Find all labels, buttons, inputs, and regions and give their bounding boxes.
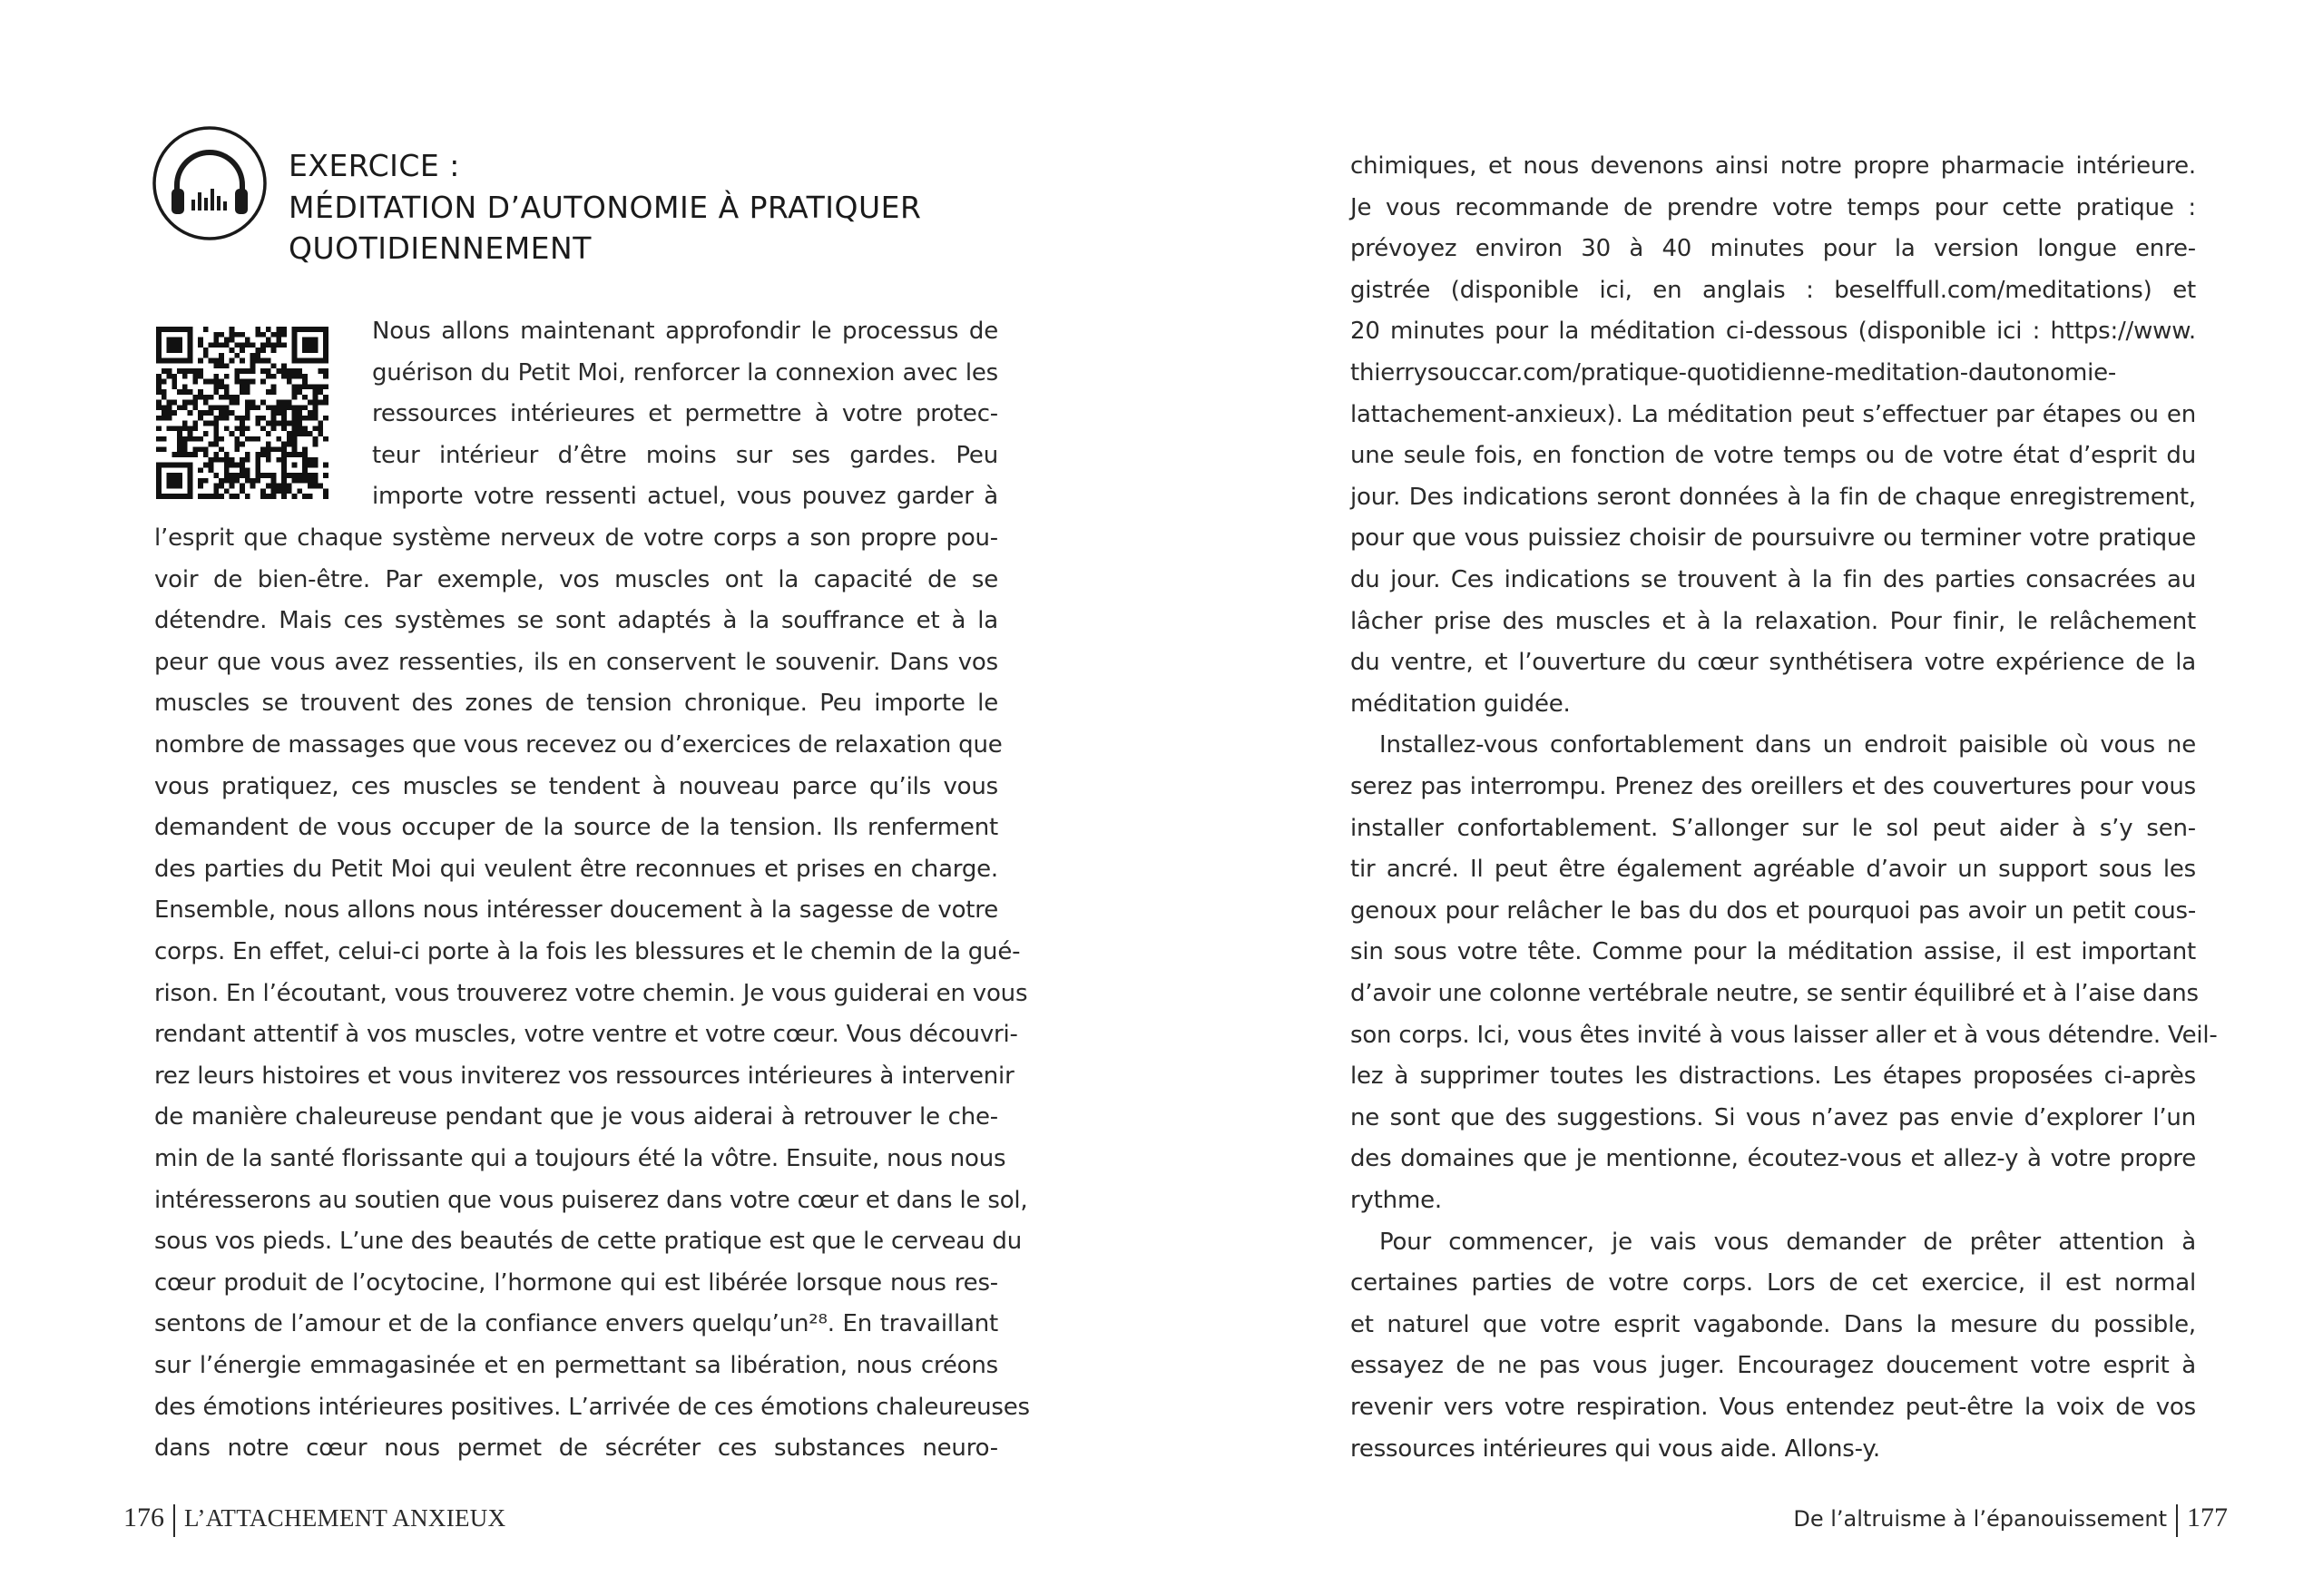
footer-separator bbox=[2176, 1504, 2178, 1537]
text-line: intéresserons au soutien que vous puiserez dans votre cœur et dans le sol, bbox=[154, 1186, 1028, 1214]
text-line: vous pratiquez, ces muscles se tendent à nouveau parce qu’ils vous bbox=[154, 772, 998, 800]
text-line: revenir vers votre respiration. Vous entendez peut-être la voix de vos bbox=[1350, 1394, 2196, 1421]
text-line: détendre. Mais ces systèmes se sont adaptés à la souffrance et à la bbox=[154, 607, 998, 635]
footer-right bbox=[1793, 1502, 2228, 1537]
text-line: certaines parties de votre corps. Lors de cet exercice, il est normal bbox=[1350, 1269, 2196, 1297]
text-line: sentons de l’amour et de la confiance envers quelqu’un²⁸. En travaillant bbox=[154, 1310, 998, 1338]
text-line: rendant attentif à vos muscles, votre ventre et votre cœur. Vous découvri- bbox=[154, 1021, 1018, 1049]
text-line: lâcher prise des muscles et à la relaxation. Pour finir, le relâchement bbox=[1350, 607, 2196, 635]
text-line: cœur produit de l’ocytocine, l’hormone qui est libérée lorsque nous res- bbox=[154, 1268, 998, 1297]
text-line: Pour commencer, je vais vous demander de prêter attention à bbox=[1379, 1228, 2196, 1256]
text-line: prévoyez environ 30 à 40 minutes pour la version longue enre- bbox=[1350, 235, 2196, 263]
title-line: EXERCICE : bbox=[289, 148, 460, 183]
text-line: de manière chaleureuse pendant que je vous aiderai à retrouver le che- bbox=[154, 1103, 998, 1131]
text-line: sous vos pieds. L’une des beautés de cette pratique est que le cerveau du bbox=[154, 1228, 1022, 1256]
text-line: ressources intérieures et permettre à votre protec- bbox=[372, 400, 998, 428]
text-line: ressources intérieures qui vous aide. Allons-y. bbox=[1350, 1434, 1880, 1463]
text-line: installer confortablement. S’allonger sur le sol peut aider à s’y sen- bbox=[1350, 814, 2196, 842]
right-page bbox=[1162, 0, 2323, 1596]
exercise-title bbox=[289, 145, 1014, 269]
text-line: chimiques, et nous devenons ainsi notre propre pharmacie intérieure. bbox=[1350, 152, 2196, 180]
text-line: 20 minutes pour la méditation ci-dessous (disponible ici : https://www. bbox=[1350, 318, 2196, 346]
text-line: et naturel que votre esprit vagabonde. Dans la mesure du possible, bbox=[1350, 1310, 2196, 1338]
text-line: Nous allons maintenant approfondir le processus de bbox=[372, 318, 998, 345]
text-line: une seule fois, en fonction de votre temps ou de votre état d’esprit du bbox=[1350, 442, 2196, 470]
text-line: lez à supprimer toutes les distractions. Les étapes proposées ci-après bbox=[1350, 1062, 2196, 1091]
qr-code-icon[interactable] bbox=[156, 327, 328, 499]
text-line: Ensemble, nous allons nous intéresser doucement à la sagesse de votre bbox=[154, 896, 998, 925]
text-line: importe votre ressenti actuel, vous pouvez garder à bbox=[372, 483, 998, 511]
page-number: 177 bbox=[2187, 1503, 2228, 1532]
text-line: tir ancré. Il peut être également agréable d’avoir un support sous les bbox=[1350, 856, 2196, 884]
text-line: Installez-vous confortablement dans un endroit paisible où vous ne bbox=[1379, 731, 2196, 759]
text-line: genoux pour relâcher le bas du dos et pourquoi pas avoir un petit cous- bbox=[1350, 896, 2196, 925]
text-line: min de la santé florissante qui a toujours été la vôtre. Ensuite, nous nous bbox=[154, 1145, 1006, 1172]
text-line: teur intérieur d’être moins sur ses gardes. Peu bbox=[372, 441, 998, 469]
footer-separator bbox=[173, 1504, 175, 1537]
text-line: des émotions intérieures positives. L’arrivée de ces émotions chaleureuses bbox=[154, 1393, 1030, 1421]
text-line: jour. Des indications seront données à la fin de chaque enregistrement, bbox=[1350, 483, 2196, 511]
text-line: thierrysouccar.com/pratique-quotidienne-meditation-dautonomie- bbox=[1350, 359, 2117, 387]
text-line: gistrée (disponible ici, en anglais : beselffull.com/meditations) et bbox=[1350, 276, 2196, 304]
text-line: voir de bien-être. Par exemple, vos muscles ont la capacité de se bbox=[154, 565, 998, 593]
text-line: demandent de vous occuper de la source de la tension. Ils renferment bbox=[154, 814, 998, 842]
text-line: rythme. bbox=[1350, 1187, 1442, 1214]
text-line: son corps. Ici, vous êtes invité à vous laisser aller et à vous détendre. Veil- bbox=[1350, 1021, 2218, 1049]
text-line: des parties du Petit Moi qui veulent être reconnues et prises en charge. bbox=[154, 855, 998, 883]
text-line: Je vous recommande de prendre votre temps pour cette pratique : bbox=[1350, 193, 2196, 221]
text-line: méditation guidée. bbox=[1350, 690, 1571, 718]
text-line: dans notre cœur nous permet de sécréter ces substances neuro- bbox=[154, 1434, 998, 1463]
text-line: guérison du Petit Moi, renforcer la connexion avec les bbox=[372, 358, 998, 387]
text-line: l’esprit que chaque système nerveux de votre corps a son propre pou- bbox=[154, 524, 998, 552]
text-line: nombre de massages que vous recevez ou d’exercices de relaxation que bbox=[154, 731, 1003, 759]
text-line: d’avoir une colonne vertébrale neutre, se sentir équilibré et à l’aise dans bbox=[1350, 980, 2199, 1007]
text-line: du ventre, et l’ouverture du cœur synthétisera votre expérience de la bbox=[1350, 649, 2196, 677]
text-line: ne sont que des suggestions. Si vous n’avez pas envie d’explorer l’un bbox=[1350, 1103, 2196, 1131]
headphones-icon bbox=[152, 125, 268, 241]
title-line: MÉDITATION D’AUTONOMIE À PRATIQUER bbox=[289, 189, 922, 225]
title-line: QUOTIDIENNEMENT bbox=[289, 230, 592, 266]
text-line: sin sous votre tête. Comme pour la méditation assise, il est important bbox=[1350, 938, 2196, 966]
text-line: des domaines que je mentionne, écoutez-vous et allez-y à votre propre bbox=[1350, 1145, 2196, 1173]
text-line: serez pas interrompu. Prenez des oreillers et des couvertures pour vous bbox=[1350, 773, 2196, 800]
page-number: 176 bbox=[123, 1503, 164, 1532]
footer-left bbox=[123, 1502, 505, 1537]
text-line: rez leurs histoires et vous inviterez vos ressources intérieures à intervenir bbox=[154, 1062, 1014, 1090]
text-line: corps. En effet, celui-ci porte à la fois les blessures et le chemin de la gué- bbox=[154, 938, 1021, 965]
text-line: rison. En l’écoutant, vous trouverez votre chemin. Je vous guiderai en vous bbox=[154, 979, 1028, 1007]
text-line: muscles se trouvent des zones de tension chronique. Peu importe le bbox=[154, 690, 998, 718]
text-line: du jour. Ces indications se trouvent à la fin des parties consacrées au bbox=[1350, 566, 2196, 593]
text-line: essayez de ne pas vous juger. Encouragez doucement votre esprit à bbox=[1350, 1352, 2196, 1380]
text-line: sur l’énergie emmagasinée et en permettant sa libération, nous créons bbox=[154, 1352, 998, 1379]
running-title: De l’altruisme à l’épanouissement bbox=[1793, 1506, 2167, 1532]
text-line: lattachement-anxieux). La méditation peut s’effectuer par étapes ou en bbox=[1350, 400, 2196, 428]
running-title: L’ATTACHEMENT ANXIEUX bbox=[184, 1504, 506, 1532]
text-line: pour que vous puissiez choisir de poursuivre ou terminer votre pratique bbox=[1350, 524, 2196, 553]
text-line: peur que vous avez ressenties, ils en conservent le souvenir. Dans vos bbox=[154, 648, 998, 676]
